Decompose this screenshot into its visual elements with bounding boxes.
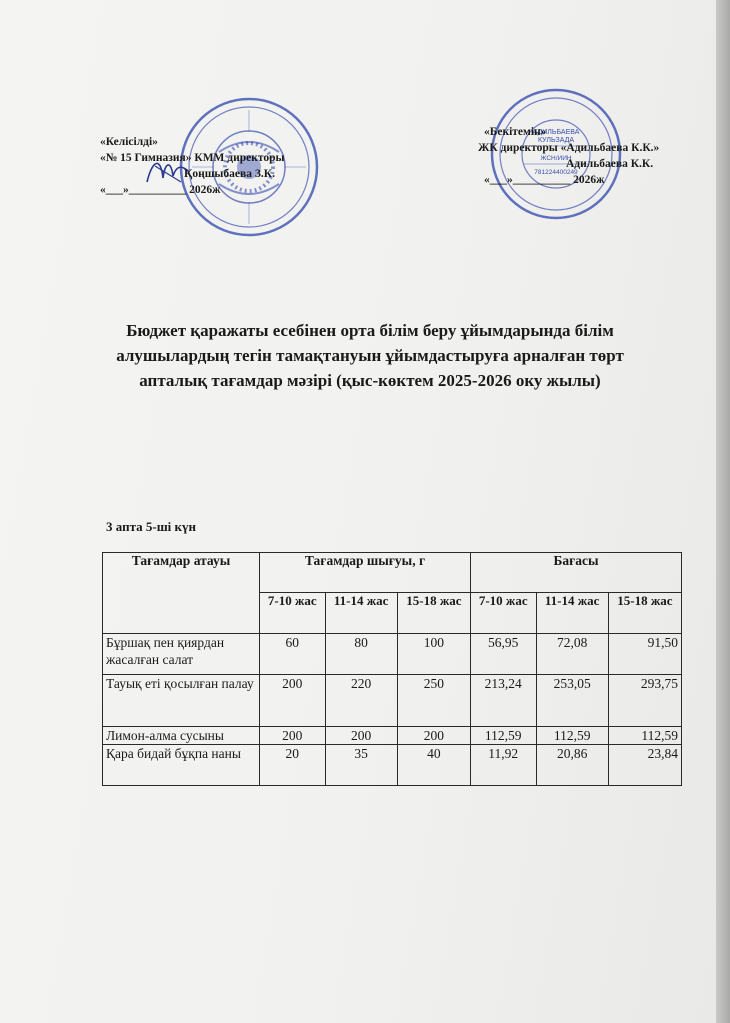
approval-left-line4: «___»__________ 2026ж [100,184,221,196]
stamp-name: АДИЛЬБАЕВА [532,129,580,136]
day-label: 3 апта 5-ші күн [106,519,197,534]
stamp-iin: 781224400249 [534,169,578,176]
price-7-10: 11,92 [470,745,536,786]
price-7-10: 112,59 [470,727,536,745]
yield-11-14: 80 [325,634,397,675]
approval-left-line1: «Келісілді» [100,136,158,148]
page-edge-shadow [716,0,730,1023]
dish-name: Тауық еті қосылған палау [103,675,260,727]
stamp-iin-label: ЖСН/ИИН [540,155,572,162]
yield-7-10: 200 [260,675,326,727]
yield-11-14: 220 [325,675,397,727]
dish-name: Қара бидай бұқпа наны [103,745,260,786]
price-15-18: 23,84 [608,745,681,786]
dish-name: Лимон-алма сусыны [103,727,260,745]
table-row [103,675,682,727]
approval-block-right [478,124,659,188]
table-row [103,727,682,745]
document-title: Бюджет қаражаты есебінен орта білім беру ұйымдарында білім алушылардың тегін тамақтануын ұйымдастыруға арналған төрт апталық тағамдар мәзірі (қыс-көктем 2025-2026 оку жылы) [116,321,624,390]
yield-7-10: 200 [260,727,326,745]
approval-right-line2: ЖК директоры «Адильбаева К.К.» [478,142,660,154]
age-price-11-14: 11-14 жас [536,593,608,634]
menu-table [102,552,682,786]
yield-11-14: 35 [325,745,397,786]
age-yield-15-18: 15-18 жас [397,593,470,634]
yield-7-10: 60 [260,634,326,675]
yield-15-18: 200 [397,727,470,745]
table-row [103,745,682,786]
price-11-14: 20,86 [536,745,608,786]
price-15-18: 112,59 [608,727,681,745]
yield-15-18: 100 [397,634,470,675]
table-row [103,634,682,675]
price-15-18: 293,75 [608,675,681,727]
age-price-7-10: 7-10 жас [470,593,536,634]
approval-right-line1: «Бекітемін» [484,126,547,138]
approval-right-line4: «___»__________ 2026ж [484,174,605,186]
price-7-10: 56,95 [470,634,536,675]
yield-7-10: 20 [260,745,326,786]
header-price: Бағасы [470,553,681,593]
yield-15-18: 250 [397,675,470,727]
approval-right-line3: Адильбаева К.К. [566,158,654,170]
approval-left-line2: «№ 15 Гимназия» КММ директоры [100,152,285,164]
price-7-10: 213,24 [470,675,536,727]
yield-11-14: 200 [325,727,397,745]
table-header-row [103,553,682,593]
header-yield: Тағамдар шығуы, г [260,553,471,593]
price-11-14: 72,08 [536,634,608,675]
yield-15-18: 40 [397,745,470,786]
age-yield-7-10: 7-10 жас [260,593,326,634]
approval-left-line3: Қоңшыбаева З.К. [184,168,276,180]
approval-block-left [100,134,284,198]
header-dish: Тағамдар атауы [103,553,260,634]
dish-name: Бұршақ пен қиярдан жасалған салат [103,634,260,675]
age-price-15-18: 15-18 жас [608,593,681,634]
price-15-18: 91,50 [608,634,681,675]
stamp-name2: КУЛЬЗАДА [537,137,575,144]
age-yield-11-14: 11-14 жас [325,593,397,634]
price-11-14: 253,05 [536,675,608,727]
price-11-14: 112,59 [536,727,608,745]
